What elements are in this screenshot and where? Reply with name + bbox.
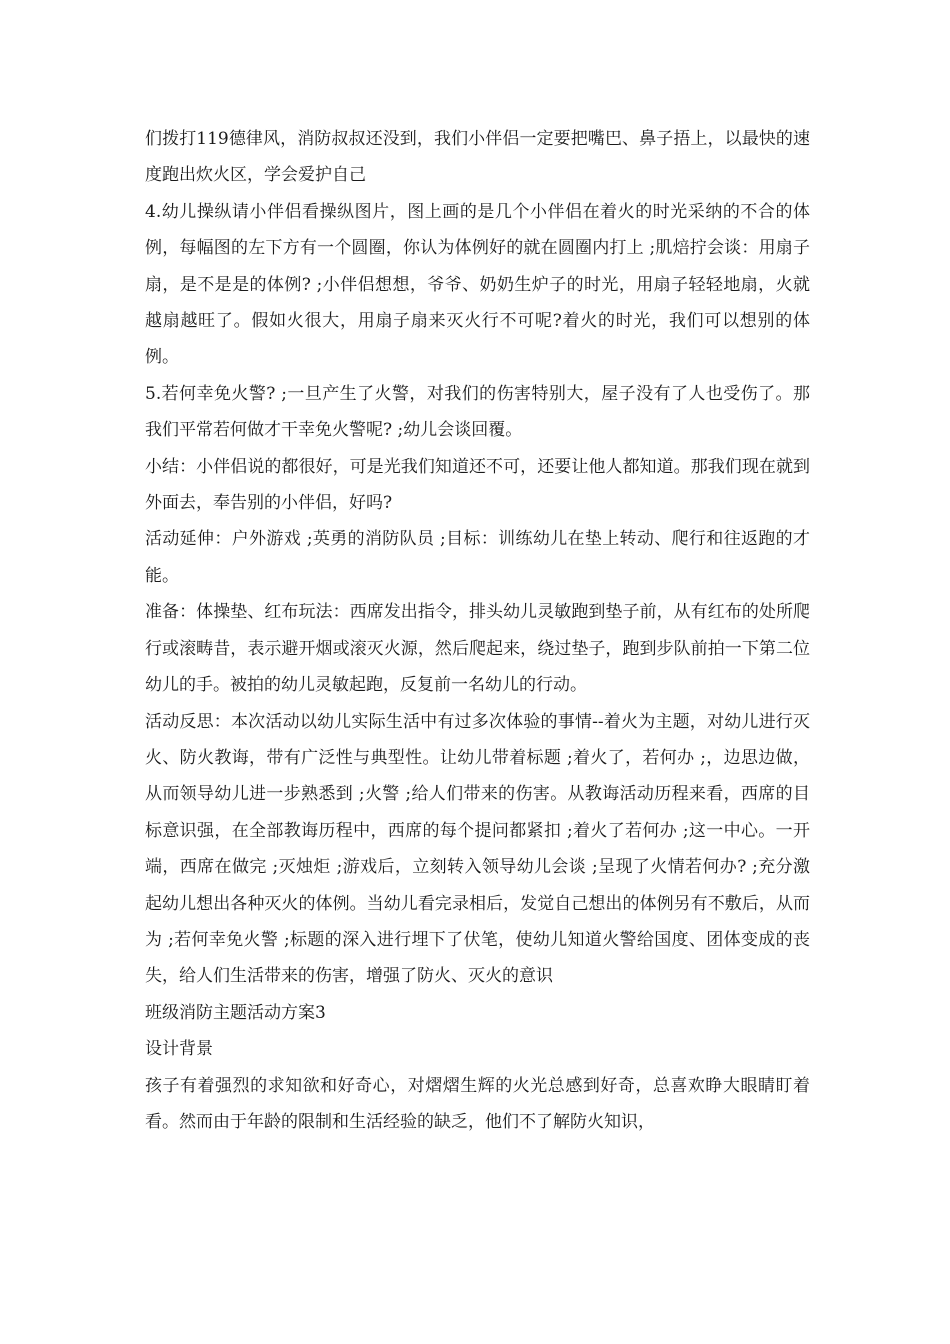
section-heading: 班级消防主题活动方案3 xyxy=(145,1002,326,1023)
paragraph-reflection: 活动反思：本次活动以幼儿实际生活中有过多次体验的事情--着火为主题，对幼儿进行灭火、防火教诲，带有广泛性与典型性。让幼儿带着标题 ;着火了，若何办 ;，边思边做，从而领导幼儿进一步熟悉到 ;火警 ;给人们带来的伤害。从教诲活动历程来看，西席的目标意识强，在全部教诲历程中，西席的每个提问都紧扣 ;着火了若何办 ;这一中心。一开端，西席在做完 ;灭烛炬 ;游戏后，立刻转入领导幼儿会谈 ;呈现了火情若何办? ;充分激起幼儿想出各种灭火的体例。当幼儿看完录相后，发觉自己想出的体例另有不敷后，从而为 ;若何幸免火警 ;标题的深入进行埋下了伏笔，使幼儿知道火警给国度、团体变成的丧失，给人们生活带来的伤害，增强了防火、灭火的意识 xyxy=(145,711,810,987)
paragraph-summary: 小结：小伴侣说的都很好，可是光我们知道还不可，还要让他人都知道。那我们现在就到外面去，奉告别的小伴侣，好吗? xyxy=(145,456,810,514)
paragraph-extension: 活动延伸：户外游戏 ;英勇的消防队员 ;目标：训练幼儿在垫上转动、爬行和往返跑的才能。 xyxy=(145,529,810,586)
paragraph-background: 孩子有着强烈的求知欲和好奇心，对熠熠生辉的火光总感到好奇，总喜欢睁大眼睛盯着看。然而由于年龄的限制和生活经验的缺乏，他们不了解防火知识， xyxy=(145,1075,810,1132)
paragraph-preparation: 准备：体操垫、红布玩法：西席发出指令，排头幼儿灵敏跑到垫子前，从有红布的处所爬行或滚畴昔，表示避开烟或滚灭火源，然后爬起来，绕过垫子，跑到步队前拍一下第二位幼儿的手。被拍的幼儿灵敏起跑，反复前一名幼儿的行动。 xyxy=(145,602,810,696)
paragraph-step-5: 5.若何幸免火警? ;一旦产生了火警，对我们的伤害特别大，屋子没有了人也受伤了。那我们平常若何做才干幸免火警呢? ;幼儿会谈回覆。 xyxy=(145,383,810,441)
paragraph-continuation: 们拨打119德律风，消防叔叔还没到，我们小伴侣一定要把嘴巴、鼻子捂上，以最快的速度跑出炊火区，学会爱护自己 xyxy=(145,129,810,186)
document-body xyxy=(145,121,810,1140)
subsection-heading: 设计背景 xyxy=(145,1039,213,1060)
paragraph-step-4: 4.幼儿操纵请小伴侣看操纵图片，图上画的是几个小伴侣在着火的时光采纳的不合的体例，每幅图的左下方有一个圆圈，你认为体例好的就在圆圈内打上 ;肌焙拧会谈：用扇子扇，是不是是的体例? ;小伴侣想想，爷爷、奶奶生炉子的时光，用扇子轻轻地扇，火就越扇越旺了。假如火很大，用扇子扇来灭火行不可呢?着火的时光，我们可以想别的体例。 xyxy=(145,201,810,368)
